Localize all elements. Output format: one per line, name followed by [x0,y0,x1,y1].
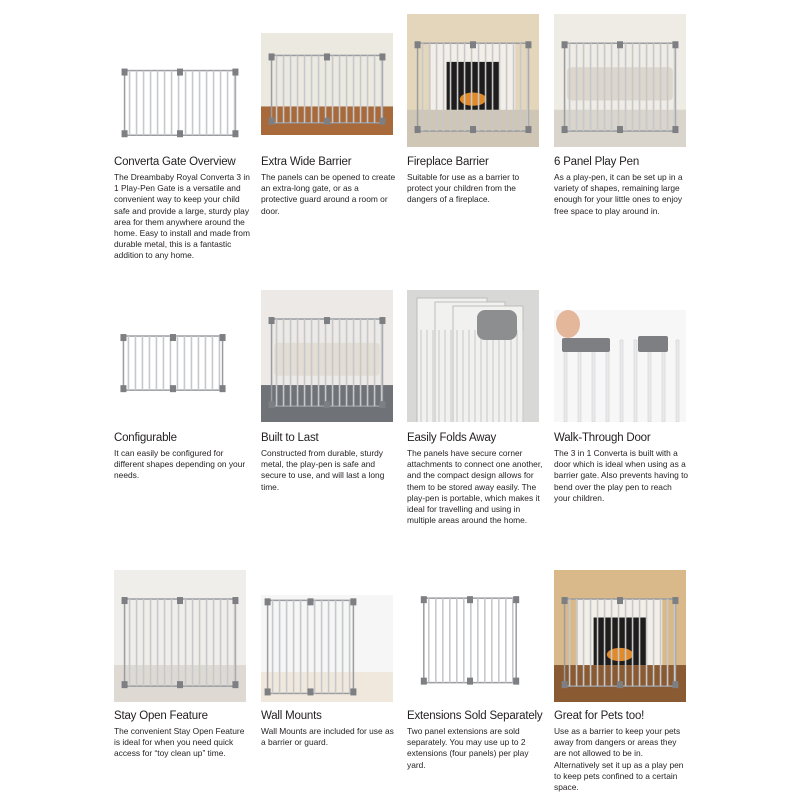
feature-title: Great for Pets too! [554,710,645,722]
feature-description: The panels have secure corner attachments to connect one another, and the compact design allows for them to be stored away easily. The play-pen is portable, which makes it ideal for travelling and using in multiple areas around the home. [407,448,543,526]
feature-description: The panels can be opened to create an extra-long gate, or as a protective guard around a room or door. [261,172,396,216]
product-photo [554,14,686,147]
feature-description: Wall Mounts are included for use as a barrier or guard. [261,726,394,748]
feature-title: Walk-Through Door [554,432,651,444]
product-photo [114,570,246,702]
feature-description: Two panel extensions are sold separately. You may use up to 2 extensions (four panels) per play yard. [407,726,529,770]
product-photo [415,570,525,698]
product-photo [261,33,393,135]
feature-description: Constructed from durable, sturdy metal, the play-pen is safe and secure to use, and will last a long time. [261,448,385,492]
product-photo [114,49,246,147]
feature-title: 6 Panel Play Pen [554,156,640,168]
feature-description: Suitable for use as a barrier to protect your children from the dangers of a fireplace. [407,172,520,205]
feature-description: It can easily be configured for different shapes depending on your needs. [114,448,246,481]
product-photo [261,595,393,702]
feature-description: The 3 in 1 Converta is built with a door which is ideal when using as a barrier gate. Also prevents having to bend over the play pen to reach your children. [554,448,689,503]
feature-description: The convenient Stay Open Feature is ideal for when you need quick access for “toy clean up” time. [114,726,245,759]
product-photo [407,14,539,147]
feature-title: Easily Folds Away [407,432,497,444]
product-photo [407,290,539,422]
feature-title: Built to Last [261,432,319,444]
feature-title: Stay Open Feature [114,710,208,722]
feature-title: Extensions Sold Separately [407,710,543,722]
product-photo [554,310,686,422]
product-photo [261,290,393,422]
feature-title: Wall Mounts [261,710,322,722]
feature-description: The Dreambaby Royal Converta 3 in 1 Play-Pen Gate is a versatile and convenient way to keep your child safe and provide a large, sturdy play area for them anywhere around the home. Easy to install and made from durable metal, this is a fantastic addition to any home. [114,172,250,261]
feature-title: Configurable [114,432,177,444]
product-photo [114,318,232,400]
feature-description: As a play-pen, it can be set up in a variety of shapes, remaining large enough for your little ones to enjoy free space to play around in. [554,172,683,216]
feature-description: Use as a barrier to keep your pets away from dangers or areas they are not allowed to be in. Alternatively set it up as a play pen to keep pets confined to a certain space. [554,726,684,793]
feature-title: Extra Wide Barrier [261,156,352,168]
product-photo [554,570,686,702]
feature-title: Converta Gate Overview [114,156,236,168]
feature-title: Fireplace Barrier [407,156,489,168]
